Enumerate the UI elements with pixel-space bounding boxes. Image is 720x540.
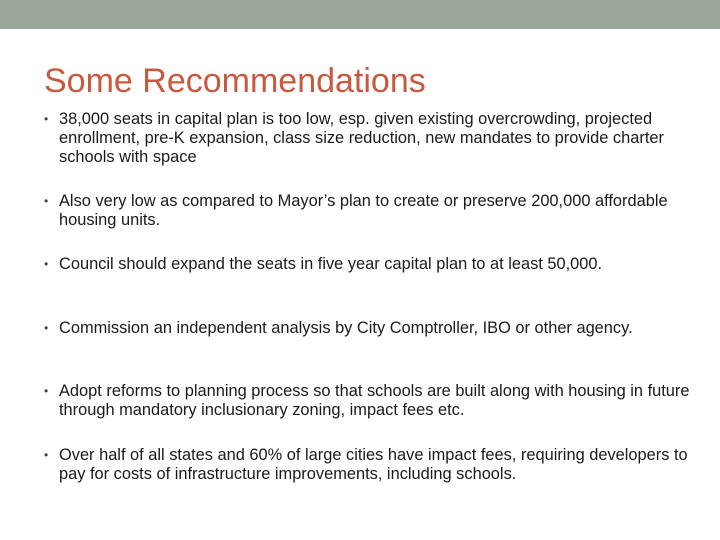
slide-title: Some Recommendations (44, 62, 426, 100)
bullet-dot-icon: • (44, 448, 49, 462)
bullet-text: Council should expand the seats in five year capital plan to at least 50,000. (59, 255, 603, 273)
bullet-dot-icon: • (44, 257, 49, 271)
slide-top-bar (0, 0, 720, 29)
bullet-item (44, 255, 694, 274)
bullet-text: Commission an independent analysis by City Comptroller, IBO or other agency. (59, 319, 633, 337)
bullet-text: Over half of all states and 60% of large cities have impact fees, requiring developers to pay for costs of infrastructure improvements, including schools. (59, 446, 688, 483)
bullet-dot-icon: • (44, 384, 49, 398)
bullet-item (44, 110, 694, 167)
bullet-dot-icon: • (44, 112, 49, 126)
bullet-item (44, 192, 694, 230)
bullet-dot-icon: • (44, 321, 49, 335)
bullet-text: Also very low as compared to Mayor’s plan to create or preserve 200,000 affordable housing units. (59, 192, 668, 229)
bullet-text: Adopt reforms to planning process so that schools are built along with housing in future through mandatory inclusionary zoning, impact fees etc. (59, 382, 690, 419)
bullet-text: 38,000 seats in capital plan is too low, esp. given existing overcrowding, projected enrollment, pre-K expansion, class size reduction, new mandates to provide charter schools with space (59, 110, 664, 166)
bullet-item (44, 446, 694, 484)
bullet-item (44, 319, 694, 338)
bullet-dot-icon: • (44, 194, 49, 208)
bullet-item (44, 382, 694, 420)
